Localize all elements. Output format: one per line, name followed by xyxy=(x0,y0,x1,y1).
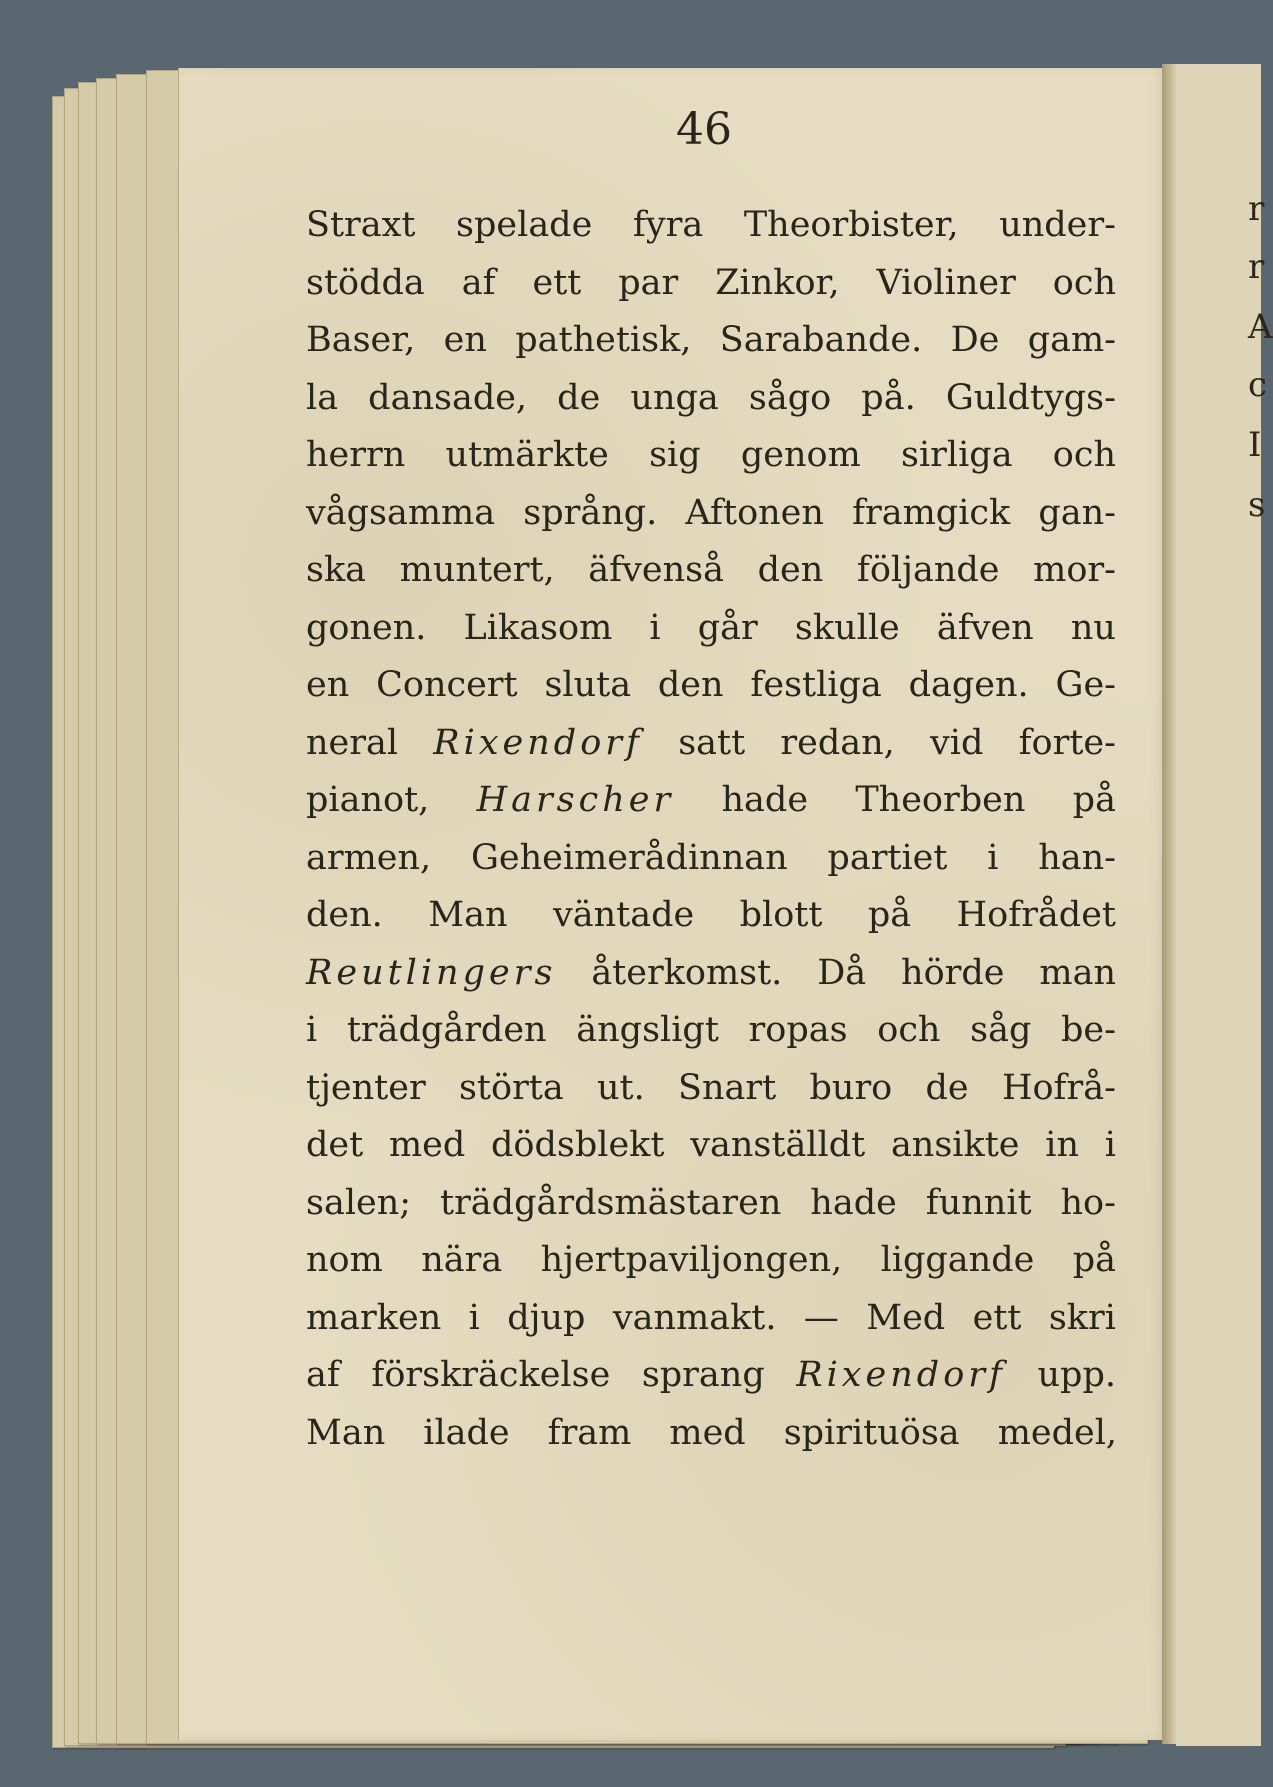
text-line xyxy=(306,205,1116,263)
word: buro xyxy=(809,1067,893,1108)
text-line xyxy=(306,1010,1116,1068)
word: utmärkte xyxy=(445,435,609,475)
word: Likasom xyxy=(463,607,613,648)
word: gam- xyxy=(1027,320,1116,360)
right-page-fragment: r xyxy=(1248,189,1265,229)
word: vanmakt. xyxy=(612,1297,777,1338)
word: Reutlingers xyxy=(306,952,557,993)
word: på xyxy=(1072,780,1116,820)
word: stödda xyxy=(306,262,425,303)
text-line xyxy=(306,1413,1116,1471)
word: i xyxy=(306,1010,318,1050)
word: en xyxy=(306,665,350,705)
word: hörde xyxy=(901,952,1005,993)
word: spelade xyxy=(456,205,593,245)
text-line xyxy=(306,550,1116,608)
word: i xyxy=(1104,1125,1116,1165)
word: ansikte xyxy=(890,1125,1020,1165)
word: De xyxy=(950,320,1000,360)
word: språng. xyxy=(523,492,658,533)
word: Rixendorf xyxy=(433,722,643,763)
word: sluta xyxy=(544,665,632,705)
word: ho- xyxy=(1060,1182,1116,1223)
word: dödsblekt xyxy=(491,1125,665,1165)
word: gonen. xyxy=(306,607,427,648)
word: går xyxy=(697,607,758,648)
word: pianot, xyxy=(306,780,430,820)
word: Theorbister, xyxy=(743,205,959,245)
word: unga xyxy=(630,377,719,418)
word: funnit xyxy=(925,1182,1032,1223)
word: in xyxy=(1045,1125,1080,1165)
right-page-fragment: r xyxy=(1248,247,1265,287)
word: pathetisk, xyxy=(515,320,692,360)
word: ska xyxy=(306,550,367,590)
word: muntert, xyxy=(399,550,555,590)
text-line xyxy=(306,493,1116,551)
word: Man xyxy=(306,1412,386,1453)
word: återkomst. xyxy=(591,952,783,993)
word: nära xyxy=(421,1240,503,1280)
word: Concert xyxy=(376,665,518,705)
word: äfven xyxy=(936,607,1034,648)
text-line xyxy=(306,1183,1116,1241)
word: mor- xyxy=(1033,550,1116,590)
word: man xyxy=(1039,952,1116,993)
word: djup xyxy=(507,1297,586,1338)
word: det xyxy=(306,1125,364,1165)
word: Rixendorf xyxy=(796,1355,1006,1395)
word: sirliga xyxy=(901,435,1013,475)
text-line xyxy=(306,1298,1116,1356)
word: skri xyxy=(1048,1297,1116,1338)
right-page xyxy=(1176,64,1273,1746)
word: på xyxy=(867,895,912,935)
word: Harscher xyxy=(476,780,675,820)
word: festliga xyxy=(750,665,882,705)
word: Theorben xyxy=(855,780,1026,820)
word: genom xyxy=(740,435,861,475)
word: tjenter xyxy=(306,1067,426,1108)
word: Zinkor, xyxy=(715,262,840,303)
word: upp. xyxy=(1037,1355,1116,1395)
word: skulle xyxy=(794,607,900,648)
word: armen, xyxy=(306,837,432,878)
word: Man xyxy=(428,895,508,935)
text-line xyxy=(306,320,1116,378)
word: i xyxy=(468,1297,480,1338)
right-page-fragment: s xyxy=(1248,485,1266,525)
word: hade xyxy=(810,1182,897,1223)
word: Baser, xyxy=(306,320,416,360)
word: och xyxy=(1052,435,1116,475)
word: vågsamma xyxy=(306,492,496,533)
right-page-fragment: A xyxy=(1248,307,1273,347)
word: Aftonen xyxy=(685,492,824,533)
text-line xyxy=(306,723,1116,781)
word: följande xyxy=(856,550,1000,590)
word: fyra xyxy=(632,205,704,245)
word: ängsligt xyxy=(576,1010,719,1050)
word: nu xyxy=(1070,607,1116,648)
word: den xyxy=(657,665,724,705)
word: blott xyxy=(739,895,823,935)
word: i xyxy=(987,837,999,878)
word: äfvenså xyxy=(588,550,724,590)
word: ut. xyxy=(597,1067,645,1108)
text-line xyxy=(306,608,1116,666)
text-line xyxy=(306,838,1116,896)
word: marken xyxy=(306,1297,442,1338)
word: Sarabande. xyxy=(719,320,923,360)
word: under- xyxy=(999,205,1116,245)
word: hade xyxy=(721,780,809,820)
text-line xyxy=(306,1068,1116,1126)
word: ett xyxy=(532,262,582,303)
word: väntade xyxy=(552,895,695,935)
word: vid xyxy=(929,722,984,763)
text-line xyxy=(306,435,1116,493)
word: den xyxy=(757,550,824,590)
word: af xyxy=(461,262,496,303)
word: sig xyxy=(649,435,701,475)
word: be- xyxy=(1061,1010,1116,1050)
word: Hofrådet xyxy=(956,895,1116,935)
text-line xyxy=(306,263,1116,321)
word: vanställdt xyxy=(690,1125,866,1165)
text-line xyxy=(306,1125,1116,1183)
word: satt xyxy=(678,722,746,763)
page-number: 46 xyxy=(676,104,732,155)
word: fram xyxy=(547,1412,632,1453)
right-page-fragment: c xyxy=(1248,365,1268,405)
word: partiet xyxy=(827,837,948,878)
word: spirituösa xyxy=(783,1412,960,1453)
word: — xyxy=(803,1297,839,1338)
word: sågo xyxy=(748,377,832,418)
text-line xyxy=(306,953,1116,1011)
word: dagen. xyxy=(908,665,1029,705)
word: neral xyxy=(306,722,399,763)
word: ropas xyxy=(748,1010,848,1050)
text-line xyxy=(306,665,1116,723)
word: de xyxy=(557,377,601,418)
word: ett xyxy=(972,1297,1022,1338)
text-line xyxy=(306,1355,1116,1413)
word: Hofrå- xyxy=(1001,1067,1116,1108)
word: Då xyxy=(817,952,867,993)
word: såg xyxy=(970,1010,1032,1050)
word: på. xyxy=(861,377,916,418)
text-line xyxy=(306,780,1116,838)
word: och xyxy=(877,1010,941,1050)
text-line xyxy=(306,1240,1116,1298)
word: förskräckelse xyxy=(371,1355,611,1395)
body-text xyxy=(306,205,1116,1470)
word: och xyxy=(1052,262,1116,303)
word: i xyxy=(649,607,661,648)
word: med xyxy=(669,1412,746,1453)
text-line xyxy=(306,378,1116,436)
word: dansade, xyxy=(368,377,528,418)
word: af xyxy=(306,1355,340,1395)
right-page-fragment: I xyxy=(1248,425,1262,465)
word: hjertpaviljongen, xyxy=(540,1240,843,1280)
word: en xyxy=(443,320,487,360)
word: medel, xyxy=(997,1412,1118,1453)
word: par xyxy=(618,262,679,303)
word: herrn xyxy=(306,435,406,475)
word: redan, xyxy=(780,722,895,763)
word: Snart xyxy=(678,1067,777,1108)
word: ilade xyxy=(423,1412,510,1453)
text-line xyxy=(306,895,1116,953)
book-gutter xyxy=(1162,64,1176,1744)
word: den. xyxy=(306,895,383,935)
word: Geheimerådinnan xyxy=(470,837,788,878)
word: Guldtygs- xyxy=(945,377,1116,418)
word: nom xyxy=(306,1240,383,1280)
word: salen; xyxy=(306,1182,412,1223)
word: liggande xyxy=(880,1240,1035,1280)
word: trädgården xyxy=(346,1010,547,1050)
word: framgick xyxy=(852,492,1011,533)
word: på xyxy=(1072,1240,1116,1280)
word: Med xyxy=(866,1297,946,1338)
word: trädgårdsmästaren xyxy=(440,1182,782,1223)
word: Ge- xyxy=(1055,665,1116,705)
word: störta xyxy=(458,1067,564,1108)
word: med xyxy=(388,1125,466,1165)
word: han- xyxy=(1038,837,1116,878)
word: sprang xyxy=(641,1355,765,1395)
word: forte- xyxy=(1018,722,1116,763)
word: de xyxy=(925,1067,969,1108)
word: Violiner xyxy=(876,262,1016,303)
word: gan- xyxy=(1038,492,1116,533)
word: la xyxy=(306,377,339,418)
word: Straxt xyxy=(306,205,416,245)
